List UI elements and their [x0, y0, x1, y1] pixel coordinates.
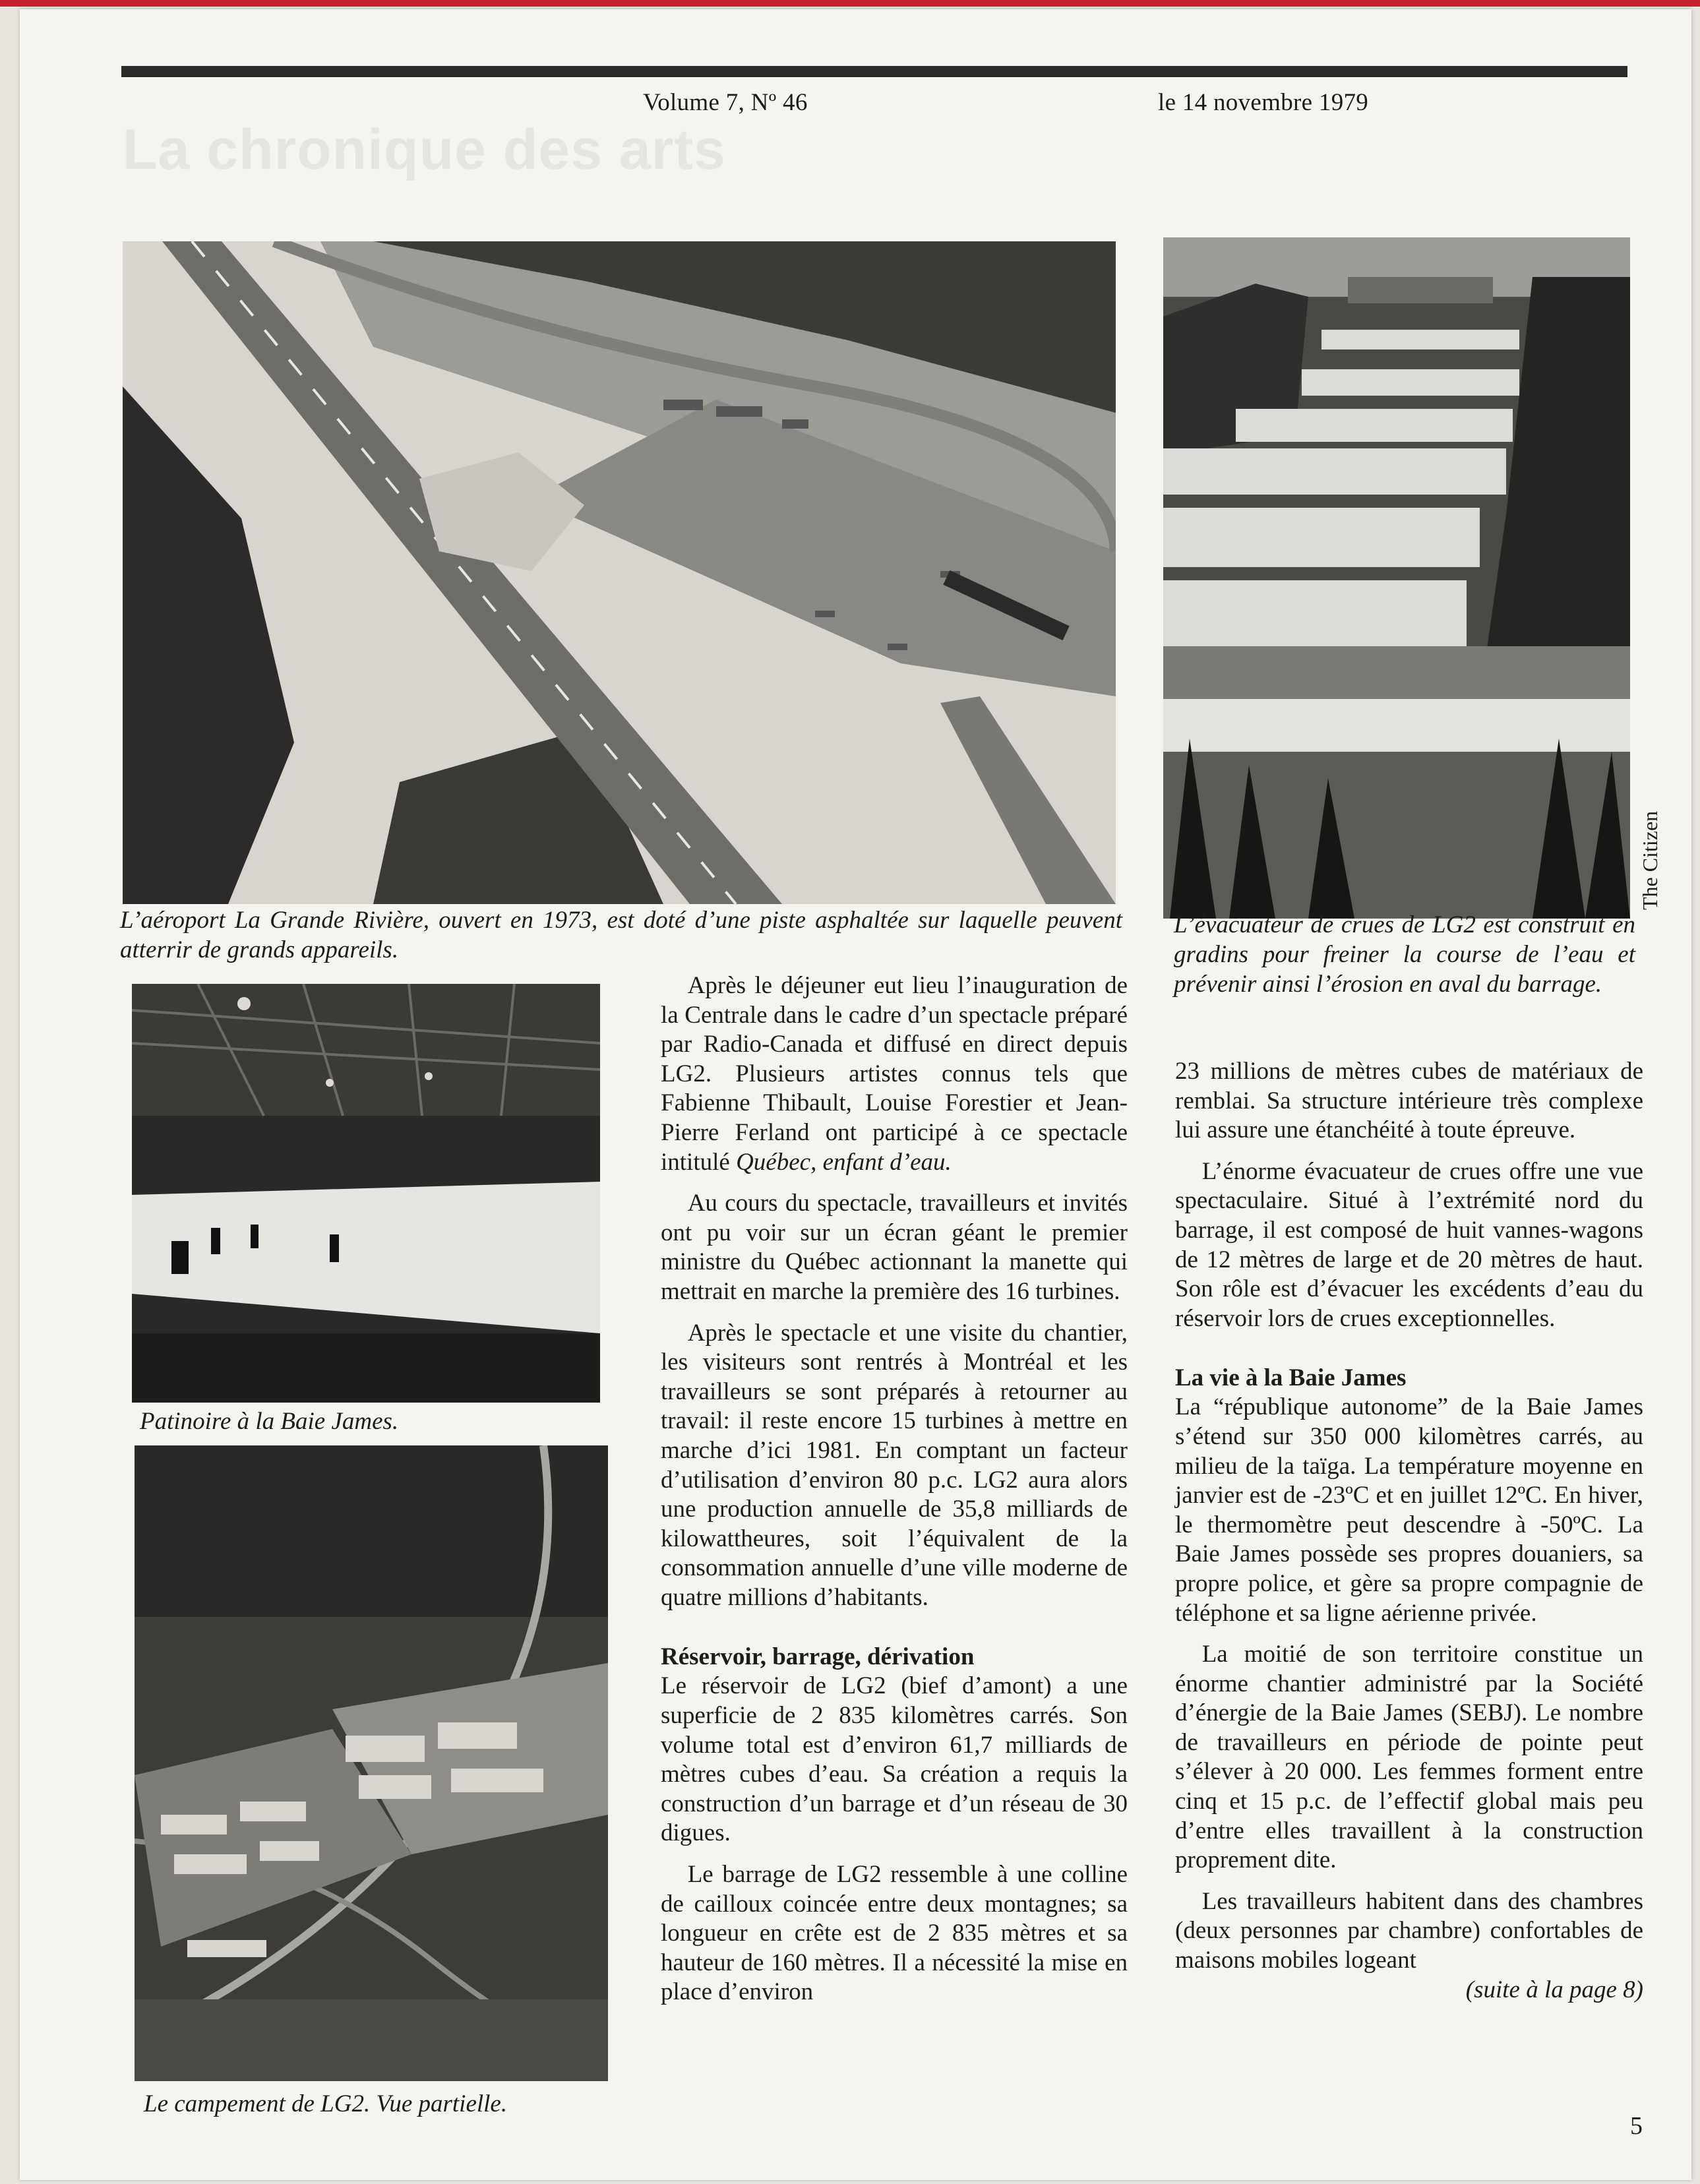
middle-paragraph-2: Au cours du spectacle, travailleurs et invités ont pu voir sur un écran géant le premier ministre du Québec actionnant la manette qui mettrait en marche la première des 16 turbines.	[661, 1190, 1128, 1305]
camp-photo	[135, 1445, 608, 2081]
photo-credit: The Citizen	[1638, 810, 1662, 910]
middle-paragraph-3: Après le spectacle et une visite du chantier, les visiteurs sont rentrés à Montréal et les travailleurs se sont préparés à retourner au travail: il reste encore 15 turbines à mettre en marche d’ici 1981. En comptant un facteur d’utilisation d’environ 80 p.c. LG2 aura alors une production annuelle de 35,8 milliards de kilowattheures, soit l’équivalent de la consommation annuelle d’une ville moderne de quatre millions d’habitants.	[661, 1319, 1128, 1611]
header-rule	[121, 66, 1627, 77]
spillway-photo-icon	[1163, 237, 1630, 919]
airport-caption: L’aéroport La Grande Rivière, ouvert en 1973, est doté d’une piste asphaltée sur laquelle peuvent atterrir de grands appareils.	[120, 907, 1122, 963]
middle-paragraph-1-text: Après le déjeuner eut lieu l’inauguration de la Centrale dans le cadre d’un spectacle préparé par Radio-Canada et diffusé en direct depuis LG2. Plusieurs artistes connus tels que Fabienne Thibault, Louise Forestier et Jean-Pierre Ferland ont participé à ce spectacle intitulé	[661, 972, 1128, 1176]
spillway-photo	[1163, 237, 1630, 919]
continued-note: (suite à la page 8)	[1465, 1976, 1643, 2003]
rink-caption: Patinoire à la Baie James.	[140, 1408, 399, 1435]
middle-paragraph-5: Le barrage de LG2 ressemble à une colline de cailloux coincée entre deux montagnes; sa longueur en crête est de 2 835 mètres et sa hauteur de 160 mètres. Il a nécessité la mise en place d’environ	[661, 1861, 1128, 2006]
right-paragraph-1: 23 millions de mètres cubes de matériaux de remblai. Sa structure intérieure très complexe lui assure une étanchéité à toute épreuve.	[1175, 1058, 1643, 1144]
spillway-caption: L’évacuateur de crues de LG2 est construit en gradins pour freiner la course de l’eau et prévenir ainsi l’érosion en aval du barrage.	[1174, 911, 1635, 998]
top-color-band	[0, 0, 1700, 7]
airport-photo	[123, 241, 1116, 904]
right-paragraph-4: La moitié de son territoire constitue un énorme chantier administré par la Société d’énergie de la Baie James (SEBJ). Le nombre de travailleurs en période de pointe peut s’élever à 20 000. Les femmes forment entre cinq et 15 p.c. de l’effectif global mais peu d’entre elles travaillent à la construction proprement dite.	[1175, 1641, 1643, 1874]
camp-caption: Le campement de LG2. Vue partielle.	[144, 2090, 508, 2117]
page-number: 5	[1630, 2112, 1643, 2140]
aerial-airport-photo-icon	[123, 241, 1116, 904]
rink-photo	[132, 984, 600, 1403]
middle-paragraph-4: Le réservoir de LG2 (bief d’amont) a une superficie de 2 835 kilomètres carrés. Son volume total est d’environ 61,7 milliards de mètres cubes d’eau. Sa création a requis la construction d’un barrage et d’un réseau de 30 digues.	[661, 1672, 1128, 1847]
middle-paragraph-1	[661, 971, 1128, 1177]
middle-column	[661, 971, 1128, 2019]
right-column	[1175, 1057, 1643, 2005]
show-title: Québec, enfant d’eau.	[736, 1148, 952, 1176]
right-paragraph-2: L’énorme évacuateur de crues offre une vue spectaculaire. Situé à l’extrémité nord du barrage, il est composé de huit vannes-wagons de 12 mètres de large et de 20 mètres de haut. Son rôle est d’évacuer les excédents d’eau du réservoir lors de crues exceptionnelles.	[1175, 1157, 1643, 1332]
show-through-masthead: La chronique des arts	[123, 118, 726, 181]
issue-date: le 14 novembre 1979	[1158, 89, 1369, 116]
right-paragraph-3: La “république autonome” de la Baie James s’étend sur 350 000 kilomètres carrés, au milieu de la taïga. La température moyenne en janvier est de -23ºC et en juillet 12ºC. En hiver, le thermomètre peut descendre à -50ºC. La Baie James possède ses propres douaniers, sa propre police, et gère sa propre compagnie de téléphone et sa ligne aérienne privée.	[1175, 1393, 1643, 1627]
ice-rink-photo-icon	[132, 984, 600, 1403]
section-heading-baie-james: La vie à la Baie James	[1175, 1364, 1407, 1392]
section-heading-reservoir: Réservoir, barrage, dérivation	[661, 1643, 975, 1671]
volume-number: Volume 7, Nº 46	[643, 89, 808, 116]
right-paragraph-5: Les travailleurs habitent dans des chambres (deux personnes par chambre) confortables de maisons mobiles logeant	[1175, 1887, 1643, 1974]
aerial-camp-photo-icon	[135, 1445, 608, 2081]
